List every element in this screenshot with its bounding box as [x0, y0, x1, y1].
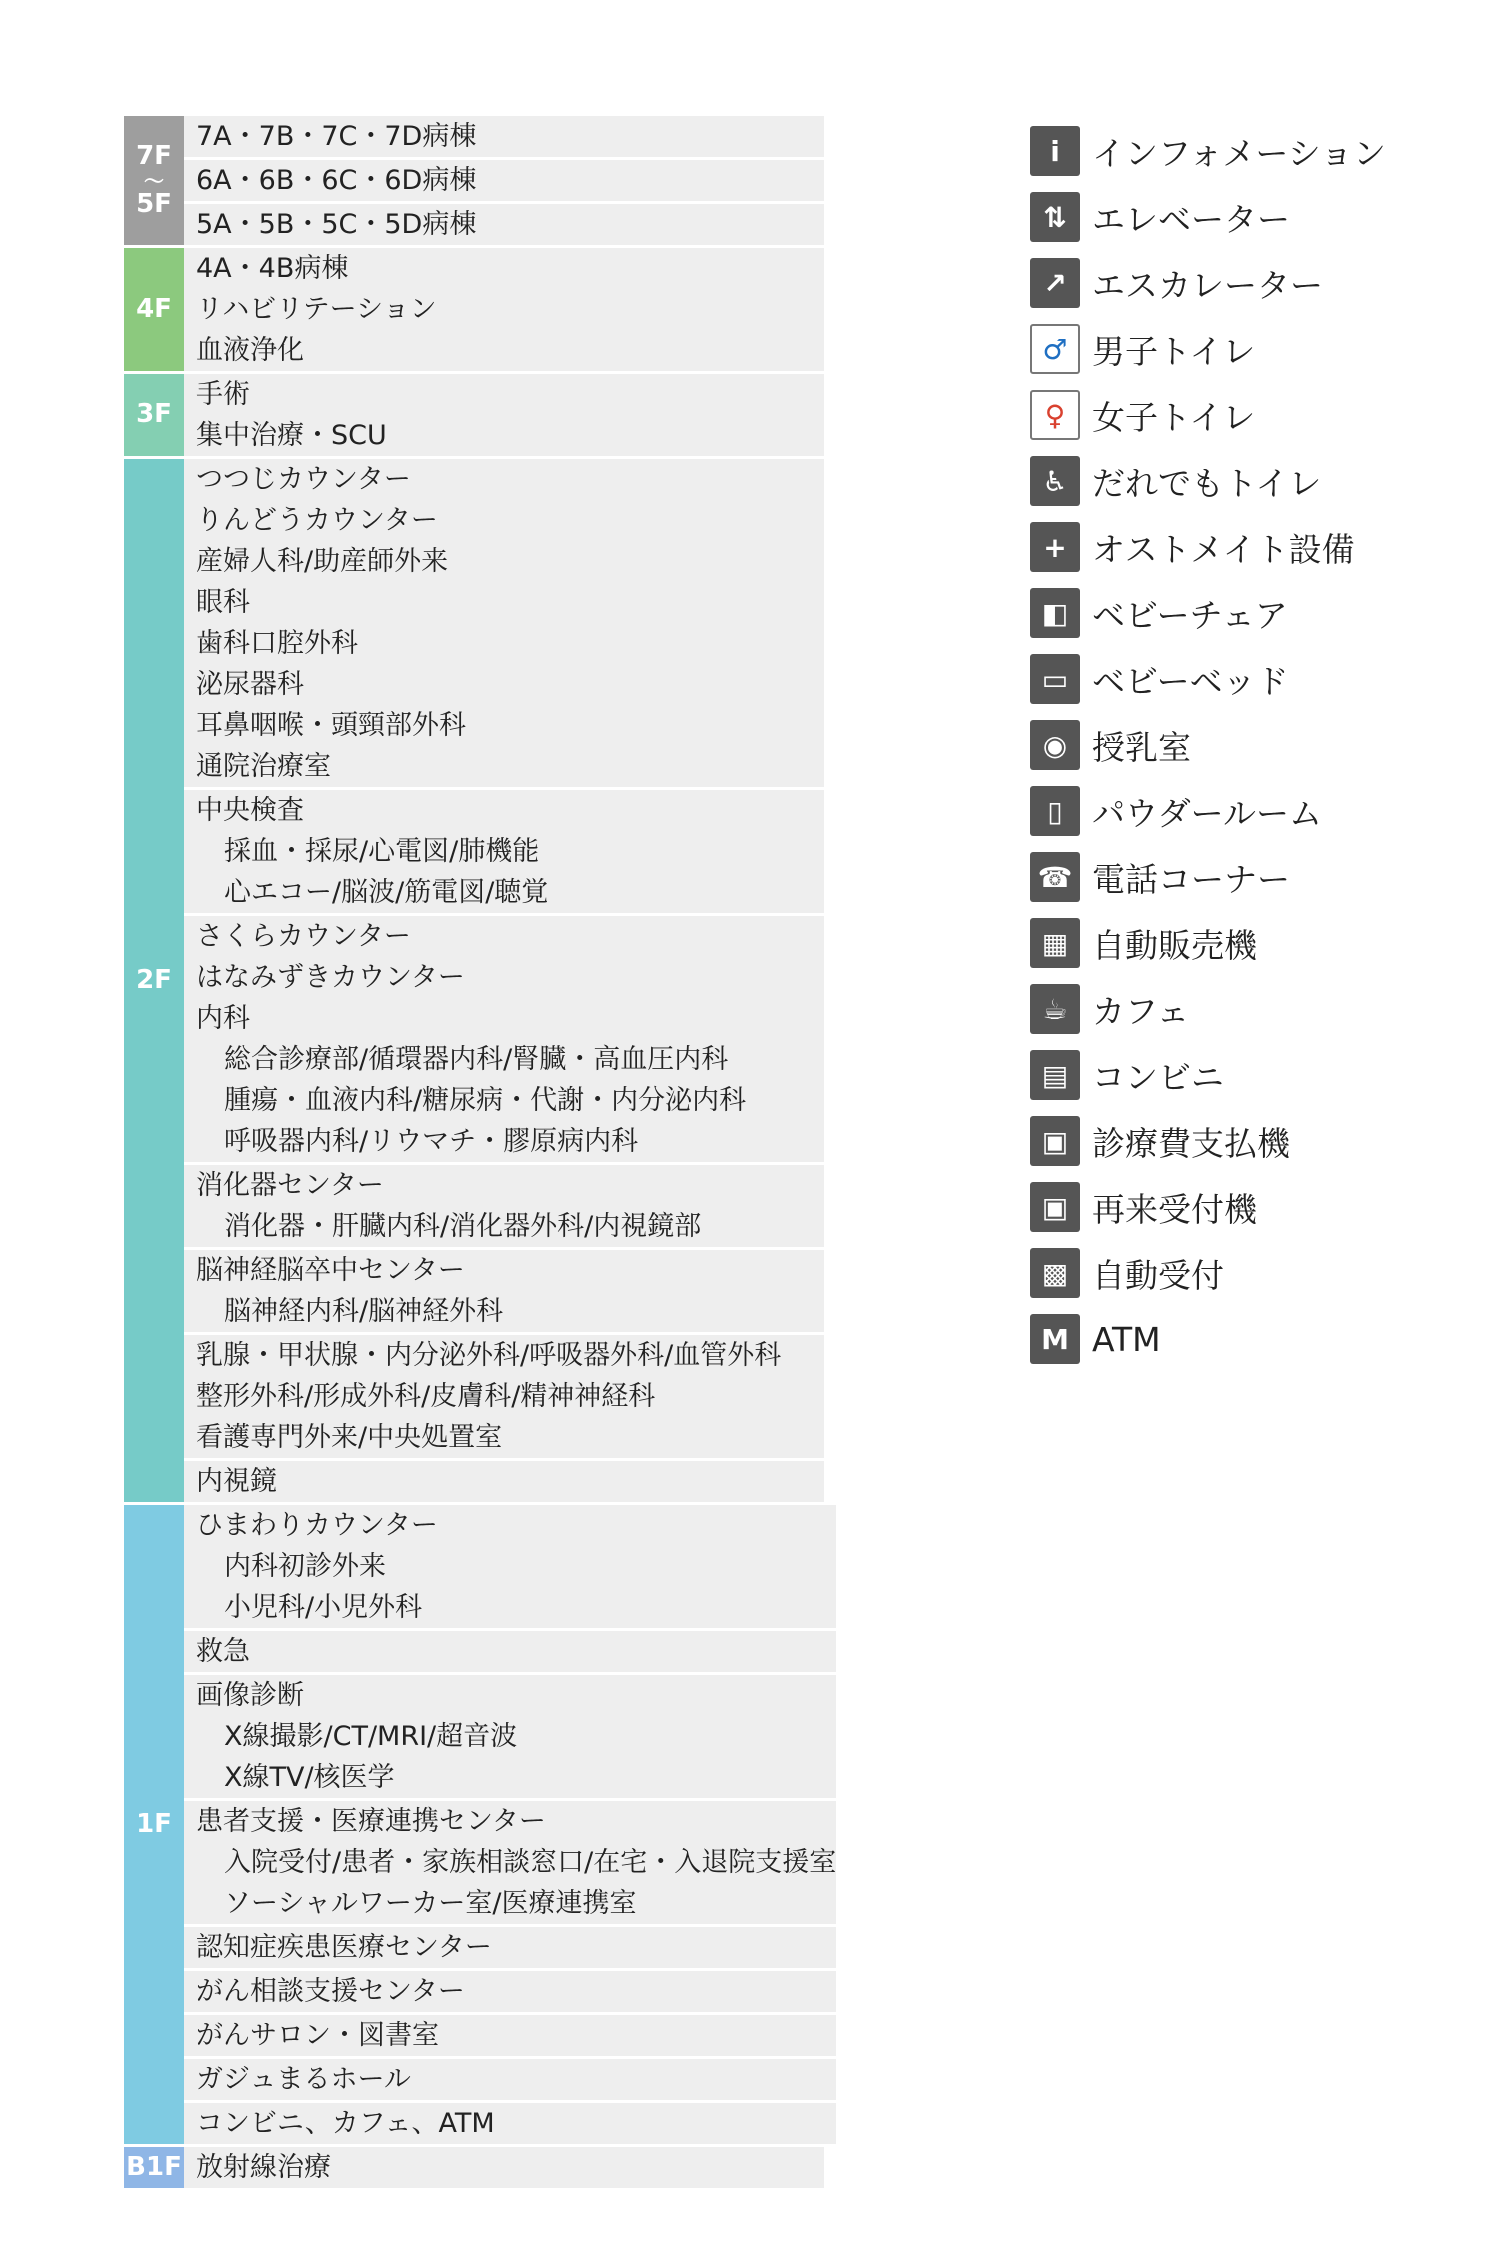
- department-group: [184, 2100, 836, 2144]
- department-item: 5A・5B・5C・5D病棟: [196, 209, 477, 240]
- floor-label: [124, 116, 184, 245]
- legend-label: 自動販売機: [1092, 925, 1257, 965]
- department-group: [184, 157, 824, 201]
- information-icon: i: [1030, 126, 1080, 176]
- legend-item: [1030, 1050, 1386, 1100]
- floor-departments: [184, 459, 824, 1502]
- department-item: 認知症疾患医療センター: [196, 1932, 492, 1963]
- floor-label: [124, 1505, 184, 2144]
- legend-item: [1030, 984, 1386, 1034]
- sub-department-item: 腫瘍・血液内科/糖尿病・代謝・内分泌内科: [224, 1085, 747, 1116]
- department-item: がん相談支援センター: [196, 1976, 465, 2007]
- department-item: リハビリテーション: [196, 294, 437, 325]
- auto-reception-icon: ▩: [1030, 1248, 1080, 1298]
- escalator-icon: ↗: [1030, 258, 1080, 308]
- sub-department-item: 脳神経内科/脳神経外科: [224, 1296, 504, 1327]
- legend-item: [1030, 522, 1386, 572]
- convenience-store-icon: ▤: [1030, 1050, 1080, 1100]
- legend-item: [1030, 1248, 1386, 1298]
- legend-label: 自動受付: [1092, 1255, 1224, 1295]
- legend-label: 診療費支払機: [1092, 1123, 1290, 1163]
- department-item: コンビニ、カフェ、ATM: [196, 2108, 495, 2139]
- floor-departments: [184, 2147, 824, 2188]
- floor-departments: [184, 1505, 836, 2144]
- department-item: 泌尿器科: [196, 669, 304, 700]
- legend-item: [1030, 1314, 1386, 1364]
- legend-label: 再来受付機: [1092, 1189, 1257, 1229]
- department-group: [184, 787, 824, 913]
- department-group: [184, 1332, 824, 1458]
- department-item: 内視鏡: [196, 1466, 277, 1497]
- legend-item: [1030, 390, 1386, 440]
- department-item: 6A・6B・6C・6D病棟: [196, 165, 477, 196]
- department-item: 手術: [196, 379, 250, 410]
- floor-label-text: 3F: [136, 399, 172, 430]
- legend-label: 授乳室: [1092, 727, 1191, 767]
- department-item: 看護専門外来/中央処置室: [196, 1422, 503, 1453]
- department-item: 耳鼻咽喉・頭頸部外科: [196, 710, 466, 741]
- sub-department-item: X線TV/核医学: [224, 1762, 395, 1793]
- legend-item: [1030, 852, 1386, 902]
- powder-room-icon: ▯: [1030, 786, 1080, 836]
- floor-departments: [184, 374, 824, 456]
- legend-item: [1030, 192, 1386, 242]
- department-item: さくらカウンター: [196, 921, 411, 952]
- legend-label: オストメイト設備: [1092, 529, 1355, 569]
- legend-item: [1030, 720, 1386, 770]
- department-item: 内科: [196, 1003, 250, 1034]
- department-group: [184, 2056, 836, 2100]
- floor-label-text: 4F: [136, 293, 172, 324]
- legend-item: [1030, 588, 1386, 638]
- sub-department-item: 消化器・肝臓内科/消化器外科/内視鏡部: [224, 1211, 702, 1242]
- department-item: 消化器センター: [196, 1170, 384, 1201]
- legend-item: [1030, 654, 1386, 704]
- department-group: [184, 1628, 836, 1672]
- department-group: [184, 459, 824, 787]
- department-item: 整形外科/形成外科/皮膚科/精神神経科: [196, 1381, 656, 1412]
- floor-section: [124, 1502, 837, 2144]
- legend-label: コンビニ: [1092, 1057, 1224, 1097]
- sub-department-item: 小児科/小児外科: [224, 1592, 423, 1623]
- department-item: ひまわりカウンター: [196, 1510, 438, 1541]
- department-item: りんどうカウンター: [196, 505, 438, 536]
- floor-label-text: 7F: [136, 140, 172, 171]
- department-item: 通院治療室: [196, 751, 331, 782]
- legend-item: [1030, 456, 1386, 506]
- department-group: [184, 2012, 836, 2056]
- vending-machine-icon: ▦: [1030, 918, 1080, 968]
- department-group: [184, 1798, 836, 1924]
- elevator-icon: ⇅: [1030, 192, 1080, 242]
- floor-label-text: 1F: [136, 1808, 172, 1839]
- department-group: [184, 2147, 824, 2188]
- sub-department-item: X線撮影/CT/MRI/超音波: [224, 1721, 518, 1752]
- department-item: 脳神経脳卒中センター: [196, 1255, 465, 1286]
- reception-machine-icon: ▣: [1030, 1182, 1080, 1232]
- sub-department-item: 採血・採尿/心電図/肺機能: [224, 836, 540, 867]
- department-group: [184, 1162, 824, 1247]
- legend-label: だれでもトイレ: [1092, 463, 1322, 503]
- floor-section: [124, 371, 824, 456]
- department-item: がんサロン・図書室: [196, 2020, 439, 2051]
- baby-bed-icon: ▭: [1030, 654, 1080, 704]
- floor-label-text: B1F: [126, 2151, 182, 2182]
- floor-departments: [184, 116, 824, 245]
- department-item: 産婦人科/助産師外来: [196, 546, 449, 577]
- legend-label: 女子トイレ: [1092, 397, 1256, 437]
- sub-department-item: 入院受付/患者・家族相談窓口/在宅・入退院支援室: [224, 1847, 837, 1878]
- sub-department-item: 総合診療部/循環器内科/腎臓・高血圧内科: [224, 1044, 729, 1075]
- floor-directory: [124, 116, 837, 2188]
- department-group: [184, 913, 824, 1162]
- payment-machine-icon: ▣: [1030, 1116, 1080, 1166]
- department-item: 乳腺・甲状腺・内分泌外科/呼吸器外科/血管外科: [196, 1340, 782, 1371]
- floor-label: [124, 2147, 184, 2188]
- legend-label: エスカレーター: [1092, 265, 1323, 305]
- sub-department-item: 呼吸器内科/リウマチ・膠原病内科: [224, 1126, 639, 1157]
- legend-label: エレベーター: [1092, 199, 1290, 239]
- nursing-room-icon: ◉: [1030, 720, 1080, 770]
- accessible-toilet-icon: ♿: [1030, 456, 1080, 506]
- atm-icon: M: [1030, 1314, 1080, 1364]
- legend-item: [1030, 126, 1386, 176]
- legend-label: ベビーベッド: [1092, 661, 1289, 701]
- department-item: 救急: [196, 1636, 250, 1667]
- department-item: つつじカウンター: [196, 464, 411, 495]
- floor-label: [124, 459, 184, 1502]
- sub-department-item: ソーシャルワーカー室/医療連携室: [224, 1888, 637, 1919]
- sub-department-item: 心エコー/脳波/筋電図/聴覚: [224, 877, 549, 908]
- legend-item: [1030, 258, 1386, 308]
- department-item: 4A・4B病棟: [196, 253, 349, 284]
- department-item: はなみずきカウンター: [196, 962, 465, 993]
- department-group: [184, 374, 824, 456]
- telephone-icon: ☎: [1030, 852, 1080, 902]
- legend-item: [1030, 1116, 1386, 1166]
- floor-label: [124, 374, 184, 456]
- floor-section: [124, 2144, 824, 2188]
- floor-section: [124, 116, 824, 245]
- legend-label: カフェ: [1092, 991, 1190, 1031]
- legend-label: 電話コーナー: [1092, 859, 1290, 899]
- department-group: [184, 248, 824, 371]
- department-group: [184, 1672, 836, 1798]
- legend-label: パウダールーム: [1092, 793, 1323, 833]
- department-group: [184, 1924, 836, 1968]
- department-item: 画像診断: [196, 1680, 304, 1711]
- department-item: ガジュまるホール: [196, 2064, 411, 2095]
- department-group: [184, 116, 824, 157]
- department-item: 7A・7B・7C・7D病棟: [196, 121, 477, 152]
- department-group: [184, 1968, 836, 2012]
- legend-item: [1030, 324, 1386, 374]
- department-group: [184, 1247, 824, 1332]
- sub-department-item: 内科初診外来: [224, 1551, 386, 1582]
- legend-item: [1030, 918, 1386, 968]
- department-group: [184, 201, 824, 245]
- legend-label: ATM: [1092, 1319, 1161, 1359]
- legend-item: [1030, 786, 1386, 836]
- ostomate-icon: +: [1030, 522, 1080, 572]
- department-item: 中央検査: [196, 795, 304, 826]
- department-item: 眼科: [196, 587, 250, 618]
- floor-section: [124, 456, 824, 1502]
- department-item: 集中治療・SCU: [196, 420, 387, 451]
- cafe-icon: ☕: [1030, 984, 1080, 1034]
- department-item: 歯科口腔外科: [196, 628, 358, 659]
- facility-legend: [1030, 126, 1386, 1380]
- floor-departments: [184, 248, 824, 371]
- mens-toilet-icon: ♂: [1030, 324, 1080, 374]
- department-item: 患者支援・医療連携センター: [196, 1806, 546, 1837]
- womens-toilet-icon: ♀: [1030, 390, 1080, 440]
- department-item: 放射線治療: [196, 2152, 331, 2183]
- floor-section: [124, 245, 824, 371]
- baby-chair-icon: ◧: [1030, 588, 1080, 638]
- department-group: [184, 1505, 836, 1628]
- department-item: 血液浄化: [196, 335, 304, 366]
- legend-label: 男子トイレ: [1092, 331, 1256, 371]
- floor-label-text: 5F: [136, 188, 172, 219]
- legend-item: [1030, 1182, 1386, 1232]
- floor-range-separator: 〜: [143, 168, 164, 193]
- floor-label-text: 2F: [136, 964, 172, 995]
- department-group: [184, 1458, 824, 1502]
- floor-label: [124, 248, 184, 371]
- legend-label: ベビーチェア: [1092, 595, 1288, 635]
- legend-label: インフォメーション: [1092, 133, 1387, 173]
